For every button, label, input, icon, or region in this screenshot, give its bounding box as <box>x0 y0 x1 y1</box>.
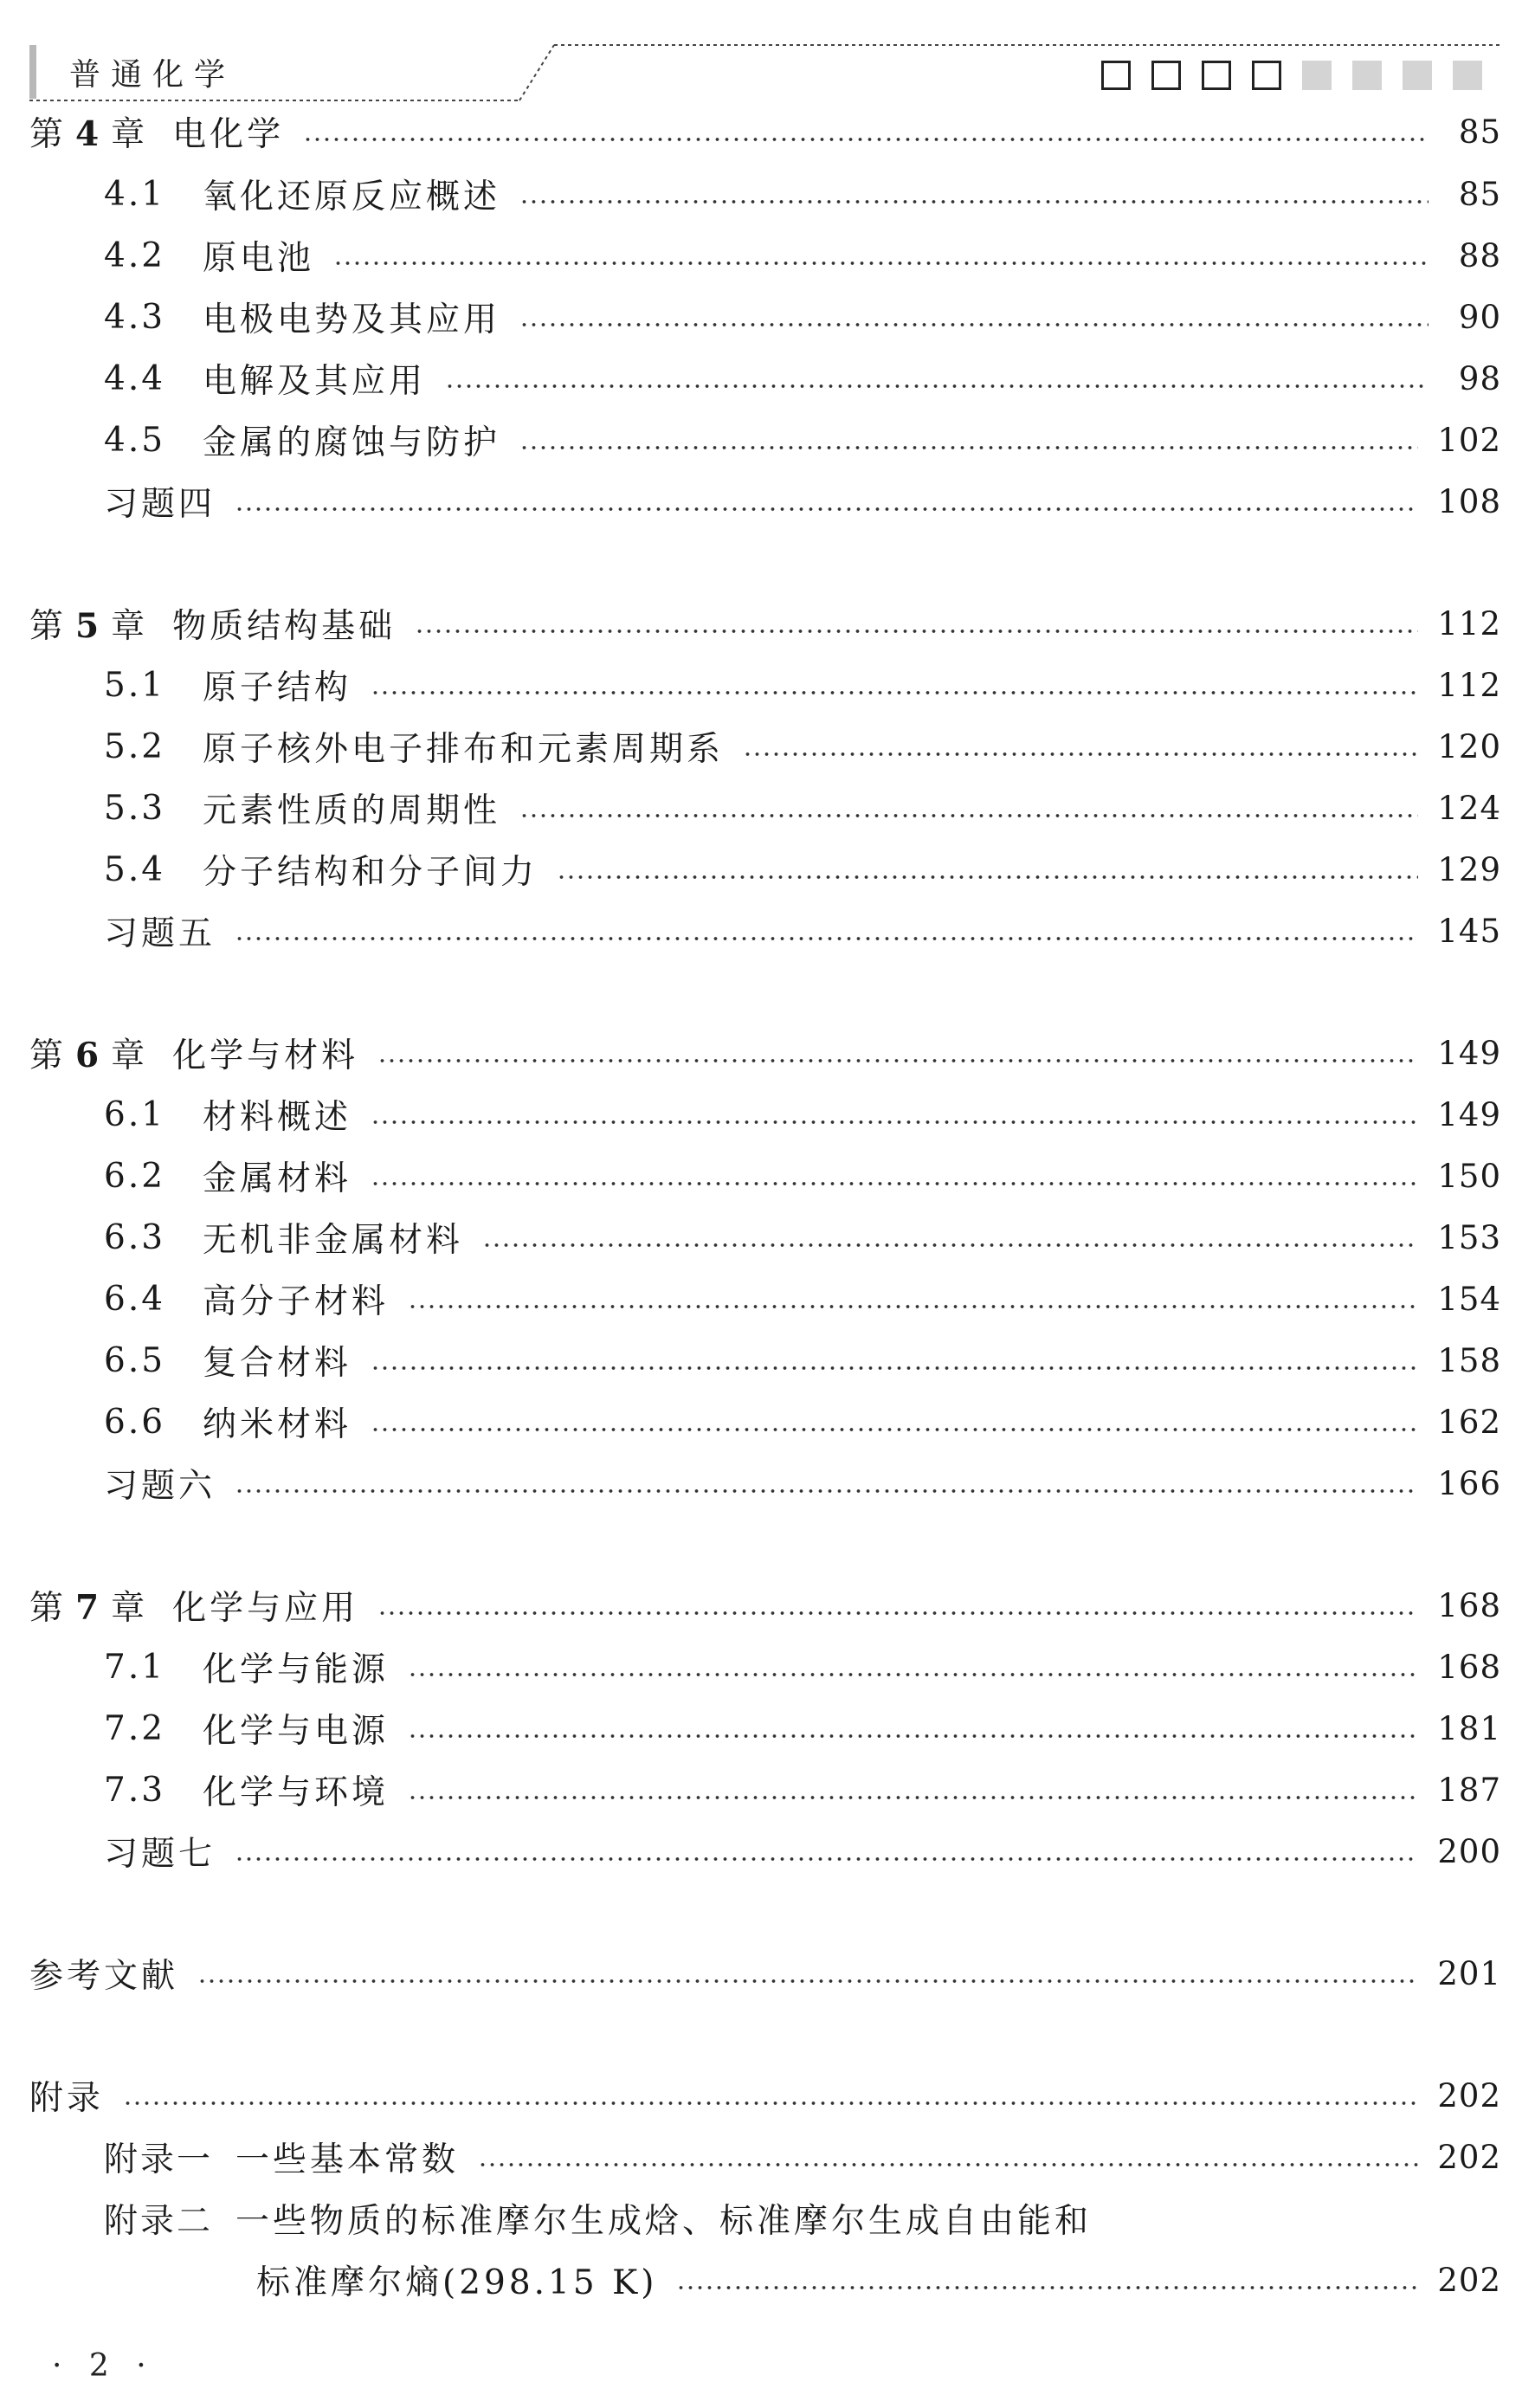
chapter-title: 化学与材料 <box>172 1036 359 1075</box>
chapter-number <box>29 1029 148 1077</box>
section-title: 化学与环境 <box>203 1773 390 1812</box>
page-number: 154 <box>1437 1280 1501 1318</box>
dot-leader <box>377 1611 1418 1616</box>
chapter-suffix: 章 <box>111 115 149 154</box>
section-number: 4.3 <box>104 297 166 337</box>
toc-section-row[interactable] <box>104 1825 1501 1877</box>
section-number: 4.4 <box>104 358 166 398</box>
toc-entry-row[interactable] <box>29 1947 1501 1999</box>
toc-section-row[interactable] <box>104 2131 1501 2183</box>
section-number: 7.1 <box>104 1647 166 1687</box>
toc-section-row[interactable] <box>104 1150 1501 1202</box>
dot-leader <box>123 2101 1418 2106</box>
dot-leader <box>415 629 1418 634</box>
toc-section-row[interactable] <box>104 1273 1501 1325</box>
toc-section-row[interactable] <box>104 414 1501 466</box>
dot-leader <box>371 1120 1418 1125</box>
section-number: 4.5 <box>104 420 166 460</box>
section-title: 纳米材料 <box>203 1405 352 1444</box>
page-number: 150 <box>1437 1157 1501 1195</box>
section-title: 习题六 <box>104 1467 216 1506</box>
square-outline-icon <box>1252 61 1281 90</box>
section-title: 高分子材料 <box>203 1282 390 1321</box>
dot-leader <box>676 2285 1418 2290</box>
chapter-digit: 5 <box>75 606 103 646</box>
dot-leader <box>235 1488 1418 1494</box>
dot-leader <box>235 936 1418 941</box>
square-outline-icon <box>1202 61 1231 90</box>
page-number: 181 <box>1437 1709 1501 1747</box>
dot-leader <box>371 1427 1418 1432</box>
section-number: 4.1 <box>104 174 166 214</box>
chapter-prefix: 第 <box>29 607 68 646</box>
chapter-digit: 6 <box>75 1036 103 1075</box>
dot-leader <box>235 507 1418 512</box>
section-number: 附录二 <box>104 2202 214 2241</box>
page-number: 202 <box>1437 2261 1501 2299</box>
dot-leader <box>557 875 1418 880</box>
page-number: 158 <box>1437 1341 1501 1379</box>
section-number: 6.1 <box>104 1094 166 1134</box>
page-number: 145 <box>1437 912 1501 950</box>
section-title: 习题七 <box>104 1835 216 1874</box>
toc-section-row[interactable] <box>104 168 1501 220</box>
chapter-prefix: 第 <box>29 1589 68 1628</box>
dot-leader <box>519 445 1418 450</box>
section-title: 分子结构和分子间力 <box>203 853 539 892</box>
toc-section-row[interactable] <box>104 720 1501 772</box>
section-title: 电极电势及其应用 <box>203 300 501 339</box>
section-title: 原电池 <box>203 239 315 278</box>
section-number: 7.2 <box>104 1708 166 1748</box>
running-title: 普通化学 <box>69 57 236 93</box>
page-number: 98 <box>1458 359 1501 397</box>
running-header <box>0 0 1535 113</box>
dot-leader <box>371 1365 1418 1371</box>
toc-section-row[interactable] <box>104 352 1501 404</box>
dot-leader <box>408 1733 1418 1739</box>
header-side-bar <box>29 45 36 99</box>
chapter-number <box>29 107 148 156</box>
dot-leader <box>197 1979 1418 1984</box>
dot-leader <box>371 1181 1418 1186</box>
page-number: 153 <box>1437 1218 1501 1256</box>
page-number: 102 <box>1437 421 1501 459</box>
chapter-number <box>29 1581 148 1630</box>
section-title: 化学与电源 <box>203 1712 390 1751</box>
toc-section-row[interactable] <box>104 1088 1501 1140</box>
toc-section-row[interactable] <box>104 1334 1501 1386</box>
chapter-prefix: 第 <box>29 115 68 154</box>
chapter-digit: 7 <box>75 1588 103 1628</box>
square-outline-icon <box>1151 61 1181 90</box>
page-number: 202 <box>1437 2076 1501 2114</box>
toc-chapter-row[interactable] <box>29 1579 1501 1631</box>
toc-section-row[interactable] <box>104 1764 1501 1816</box>
page-number: 149 <box>1437 1095 1501 1133</box>
page-number: 129 <box>1437 850 1501 888</box>
section-number: 6.6 <box>104 1402 166 1442</box>
toc-section-row[interactable] <box>104 1702 1501 1754</box>
chapter-number <box>29 599 148 648</box>
chapter-suffix: 章 <box>111 1589 149 1628</box>
square-filled-icon <box>1302 61 1332 90</box>
square-filled-icon <box>1453 61 1482 90</box>
toc-chapter-row[interactable] <box>29 597 1501 649</box>
page-number: 85 <box>1458 175 1501 213</box>
page-number: 187 <box>1437 1771 1501 1809</box>
section-title: 复合材料 <box>203 1344 352 1383</box>
section-title: 金属材料 <box>203 1159 352 1198</box>
toc-section-row[interactable] <box>104 475 1501 527</box>
page-number: 108 <box>1437 482 1501 520</box>
section-number: 6.5 <box>104 1340 166 1380</box>
dot-leader <box>482 1243 1418 1248</box>
page-number: 88 <box>1458 236 1501 274</box>
section-number: 5.3 <box>104 788 166 828</box>
toc-section-row[interactable] <box>104 659 1501 711</box>
section-title: 化学与能源 <box>203 1650 390 1689</box>
dot-leader <box>743 752 1418 757</box>
chapter-title: 电化学 <box>172 115 285 154</box>
toc-section-row[interactable] <box>104 291 1501 343</box>
dot-leader <box>408 1795 1418 1800</box>
section-title: 原子结构 <box>203 668 352 707</box>
square-filled-icon <box>1403 61 1432 90</box>
chapter-suffix: 章 <box>111 1036 149 1075</box>
dot-leader <box>371 690 1418 695</box>
dot-leader <box>519 322 1429 327</box>
section-title: 电解及其应用 <box>203 362 427 401</box>
chapter-suffix: 章 <box>111 607 149 646</box>
toc-entry-row[interactable] <box>29 2069 1501 2121</box>
section-title: 习题五 <box>104 914 216 953</box>
square-outline-icon <box>1101 61 1131 90</box>
toc-chapter-row[interactable] <box>29 106 1501 158</box>
section-title: 习题四 <box>104 485 216 524</box>
page-number: 162 <box>1437 1403 1501 1441</box>
toc-section-row[interactable] <box>104 905 1501 957</box>
square-filled-icon <box>1352 61 1382 90</box>
page-number: 90 <box>1458 298 1501 336</box>
page-number: · 2 · <box>52 2348 155 2384</box>
dot-leader <box>519 199 1429 204</box>
page-number: 149 <box>1437 1034 1501 1072</box>
toc-section-row[interactable] <box>104 1457 1501 1509</box>
page-number: 202 <box>1437 2138 1501 2176</box>
page-number: 124 <box>1437 789 1501 827</box>
toc-continuation-row[interactable] <box>256 2254 1501 2306</box>
page-number: 112 <box>1437 604 1501 642</box>
page-number: 112 <box>1437 666 1501 704</box>
section-number: 5.1 <box>104 665 166 705</box>
toc-section-row[interactable] <box>104 1641 1501 1693</box>
page-number: 120 <box>1437 727 1501 765</box>
dot-leader <box>478 2162 1418 2167</box>
entry-title: 参考文献 <box>29 1957 179 1996</box>
section-title: 无机非金属材料 <box>203 1221 464 1260</box>
page-number: 166 <box>1437 1464 1501 1502</box>
page-number: 200 <box>1437 1832 1501 1870</box>
dot-leader <box>377 1058 1418 1063</box>
toc-section-row[interactable] <box>104 229 1501 281</box>
section-number: 5.4 <box>104 849 166 889</box>
toc-section-row[interactable] <box>104 782 1501 834</box>
dot-leader <box>445 384 1429 389</box>
section-title: 材料概述 <box>203 1098 352 1137</box>
section-title: 一些物质的标准摩尔生成焓、标准摩尔生成自由能和 <box>235 2202 1093 2241</box>
toc-section-row[interactable] <box>104 1396 1501 1448</box>
section-title: 原子核外电子排布和元素周期系 <box>203 730 725 769</box>
section-number: 7.3 <box>104 1770 166 1810</box>
chapter-title: 化学与应用 <box>172 1589 359 1628</box>
section-number: 5.2 <box>104 726 166 766</box>
page-number: 201 <box>1437 1954 1501 1992</box>
section-title: 氧化还原反应概述 <box>203 178 501 216</box>
chapter-digit: 4 <box>75 114 103 154</box>
page-number: 85 <box>1458 113 1501 151</box>
dot-leader <box>303 137 1429 142</box>
page-number: 168 <box>1437 1648 1501 1686</box>
toc-section-row[interactable] <box>104 2192 1501 2244</box>
entry-title: 标准摩尔熵(298.15 K) <box>256 2263 658 2302</box>
section-number: 4.2 <box>104 236 166 275</box>
section-number: 6.2 <box>104 1156 166 1196</box>
dot-leader <box>408 1672 1418 1677</box>
section-number: 6.4 <box>104 1279 166 1319</box>
dot-leader <box>235 1856 1418 1862</box>
section-title: 一些基本常数 <box>235 2140 460 2179</box>
dot-leader <box>408 1304 1418 1309</box>
dot-leader <box>519 813 1418 818</box>
toc-section-row[interactable] <box>104 1211 1501 1263</box>
toc-section-row[interactable] <box>104 843 1501 895</box>
toc-chapter-row[interactable] <box>29 1027 1501 1079</box>
section-title: 金属的腐蚀与防护 <box>203 423 501 462</box>
chapter-prefix: 第 <box>29 1036 68 1075</box>
entry-title: 附录 <box>29 2079 105 2118</box>
dot-leader <box>333 261 1429 266</box>
page-number: 168 <box>1437 1586 1501 1624</box>
section-number: 附录一 <box>104 2140 214 2179</box>
section-title: 元素性质的周期性 <box>203 791 501 830</box>
section-number: 6.3 <box>104 1217 166 1257</box>
chapter-title: 物质结构基础 <box>172 607 397 646</box>
